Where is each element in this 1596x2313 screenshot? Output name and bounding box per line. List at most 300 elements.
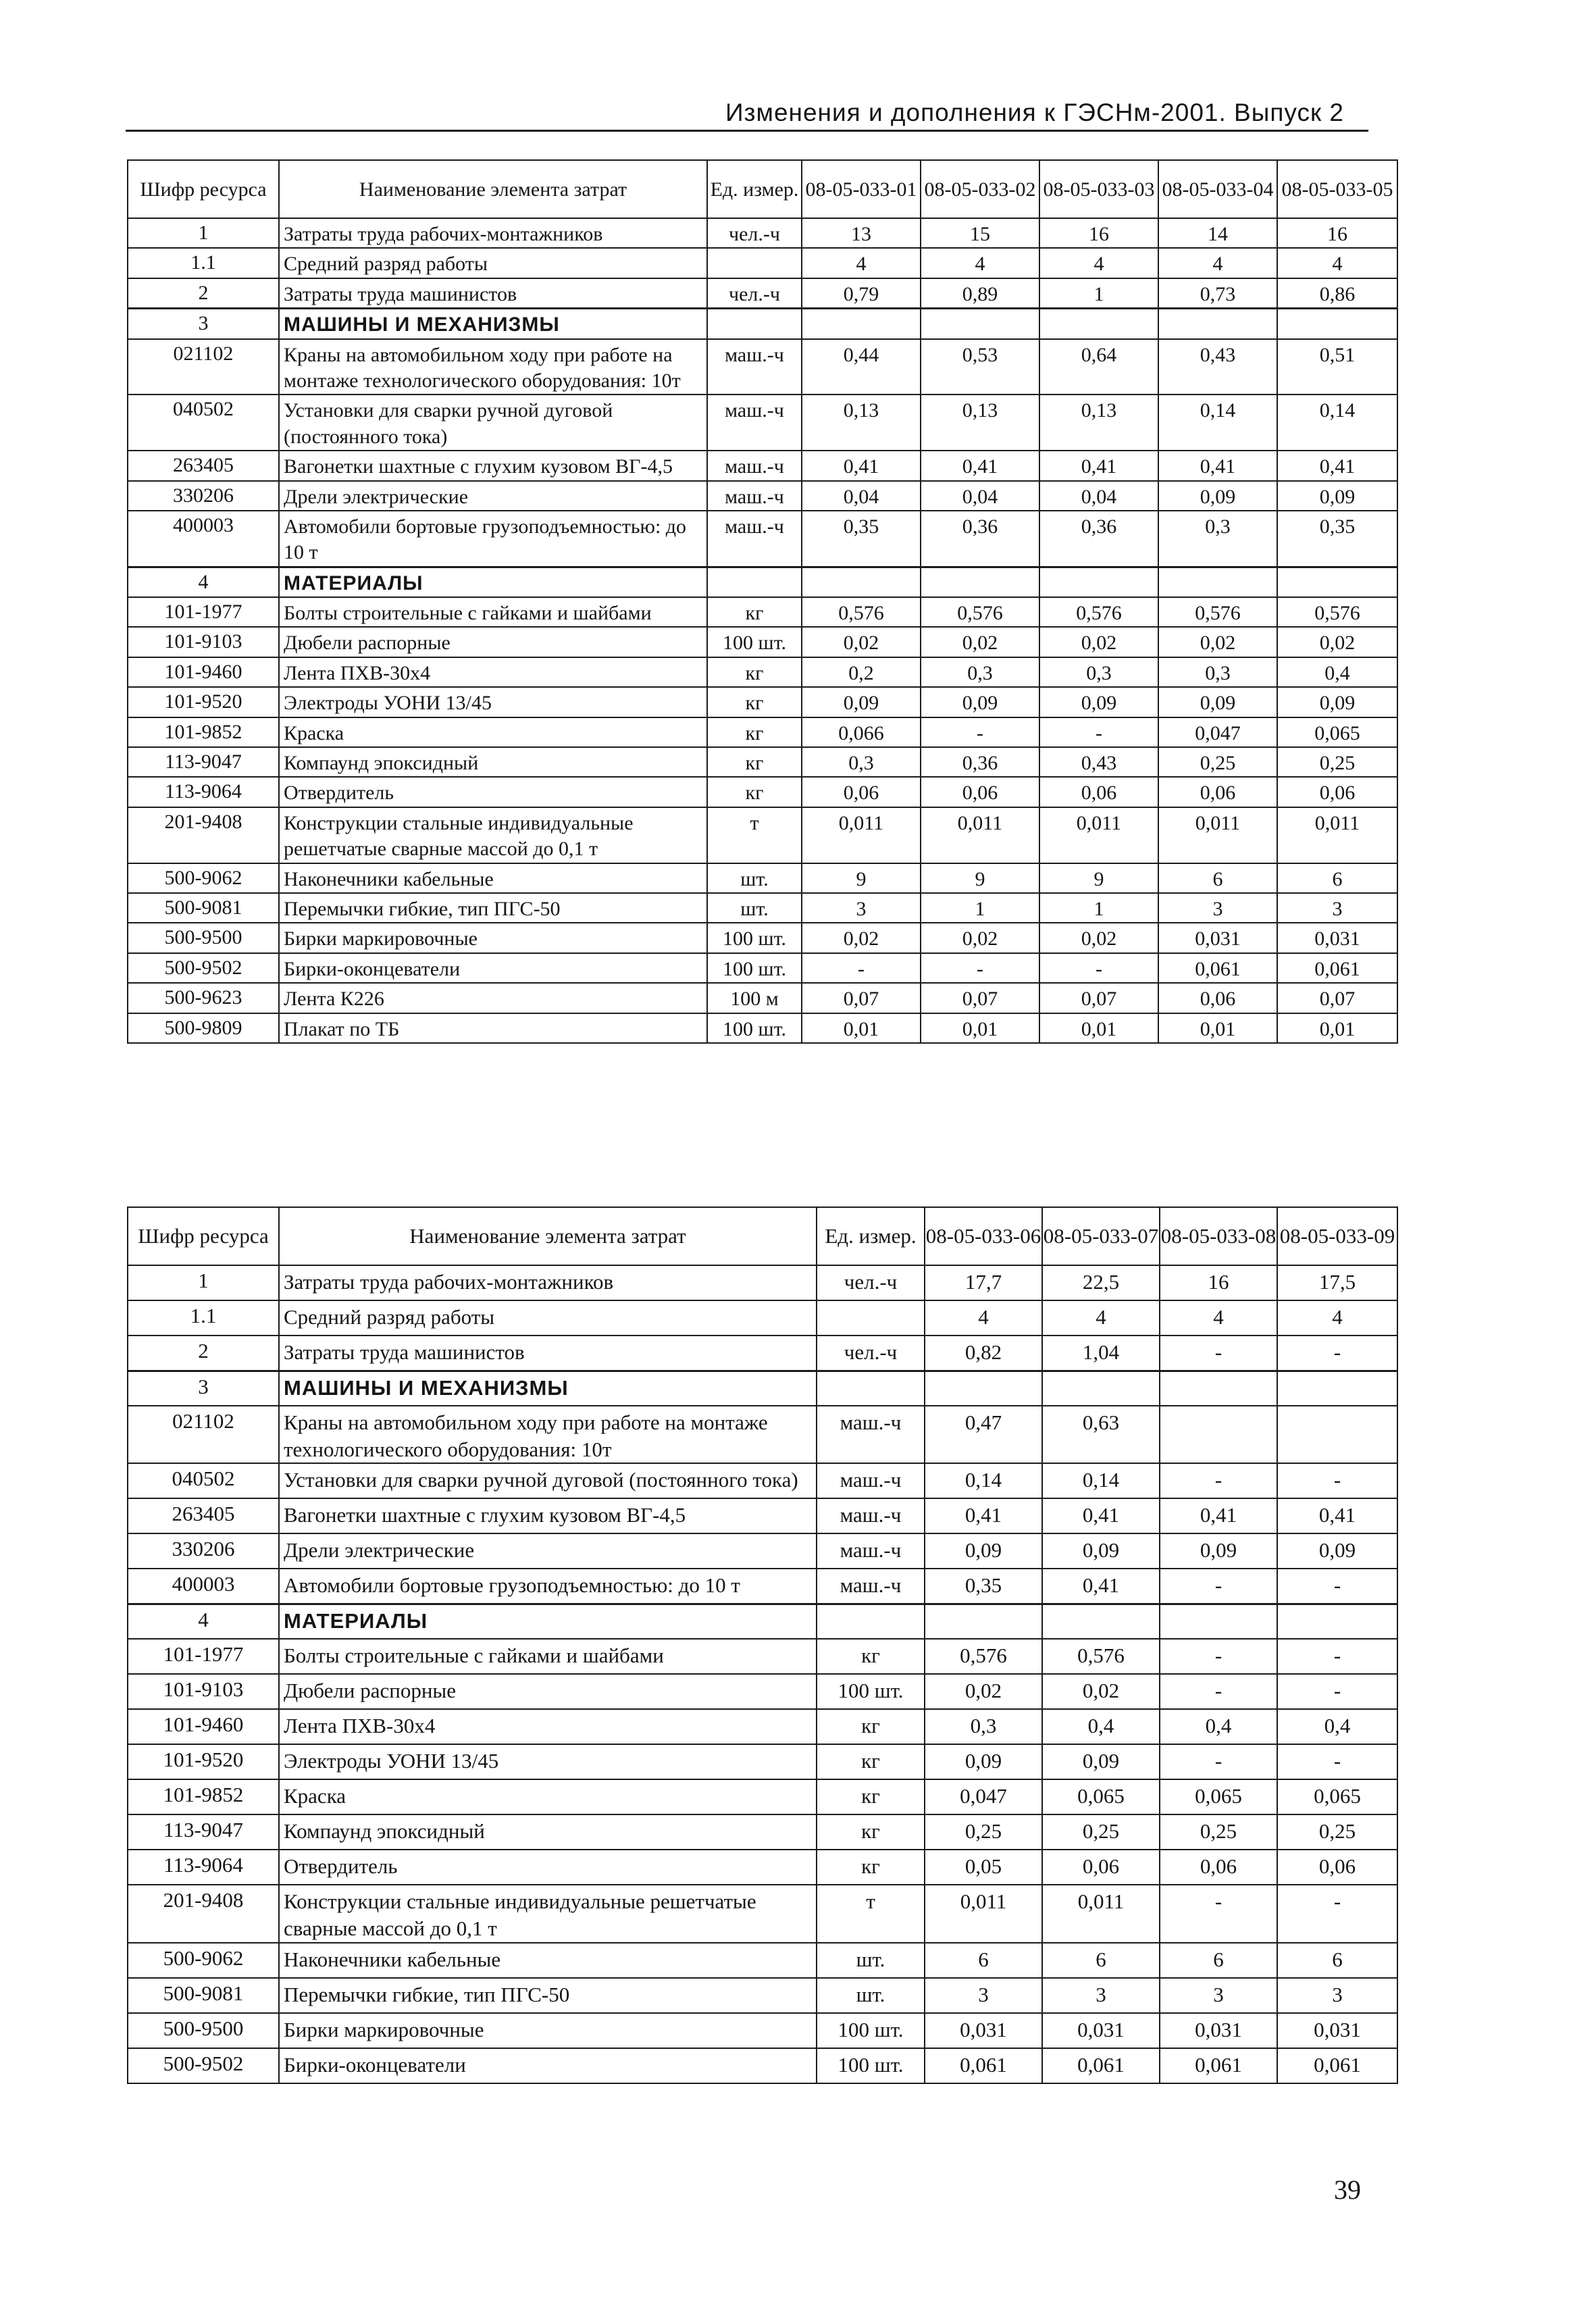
value-cell: 3: [1160, 1978, 1277, 2013]
value-cell: -: [1277, 1639, 1397, 1674]
unit-cell: [707, 567, 802, 597]
table-row: [128, 1336, 1397, 1371]
value-cell: -: [1160, 1885, 1277, 1942]
resource-name: Автомобили бортовые грузоподъемностью: до 10 т: [279, 1569, 817, 1604]
value-cell: 0,06: [1277, 777, 1397, 807]
resource-name: Отвердитель: [279, 777, 707, 807]
resource-code: 040502: [128, 395, 279, 451]
value-cell: 0,02: [802, 923, 921, 952]
value-cell: -: [1039, 953, 1158, 983]
header-cell: Наименование элемента затрат: [279, 1207, 817, 1265]
value-cell: 0,011: [921, 807, 1039, 863]
value-cell: 4: [1039, 248, 1158, 278]
resource-name: Конструкции стальные индивидуальные решетчатые сварные массой до 0,1 т: [279, 807, 707, 863]
resource-name: Средний разряд работы: [279, 248, 707, 278]
header-cell: Наименование элемента затрат: [279, 160, 707, 218]
resource-name: Краны на автомобильном ходу при работе на монтаже технологического оборудования: 10т: [279, 339, 707, 395]
unit-cell: [707, 309, 802, 339]
header-cell: 08-05-033-04: [1158, 160, 1277, 218]
value-cell: 0,576: [802, 597, 921, 627]
value-cell: 6: [1158, 863, 1277, 893]
table-row: [128, 923, 1397, 952]
value-cell: 9: [802, 863, 921, 893]
value-cell: 6: [925, 1943, 1042, 1978]
resource-code: 330206: [128, 1533, 279, 1569]
resource-code: 500-9081: [128, 893, 279, 923]
value-cell: 0,576: [921, 597, 1039, 627]
table-row: [128, 1943, 1397, 1978]
table-row: [128, 218, 1397, 248]
value-cell: 0,73: [1158, 278, 1277, 309]
value-cell: 0,53: [921, 339, 1039, 395]
value-cell: 0,011: [1158, 807, 1277, 863]
value-cell: 0,13: [1039, 395, 1158, 451]
table-row: [128, 627, 1397, 657]
unit-cell: 100 шт.: [817, 2048, 925, 2083]
header-cell: 08-05-033-09: [1277, 1207, 1397, 1265]
value-cell: [1160, 1406, 1277, 1463]
value-cell: 0,031: [1158, 923, 1277, 952]
unit-cell: 100 шт.: [817, 1674, 925, 1709]
resource-code: 1.1: [128, 1300, 279, 1336]
value-cell: 4: [1042, 1300, 1160, 1336]
unit-cell: 100 шт.: [817, 2013, 925, 2048]
resource-name: Лента К226: [279, 983, 707, 1013]
unit-cell: маш.-ч: [817, 1569, 925, 1604]
value-cell: 0,41: [1277, 451, 1397, 480]
value-cell: 0,25: [1160, 1814, 1277, 1850]
value-cell: 3: [1158, 893, 1277, 923]
value-cell: 0,06: [921, 777, 1039, 807]
resource-code: 500-9623: [128, 983, 279, 1013]
value-cell: 13: [802, 218, 921, 248]
unit-cell: кг: [817, 1639, 925, 1674]
value-cell: 3: [1277, 893, 1397, 923]
resource-code: 3: [128, 1371, 279, 1406]
value-cell: 0,41: [925, 1498, 1042, 1533]
value-cell: 0,35: [1277, 511, 1397, 567]
unit-cell: маш.-ч: [817, 1533, 925, 1569]
header-cell: Шифр ресурса: [128, 160, 279, 218]
table-row: [128, 953, 1397, 983]
value-cell: -: [1160, 1639, 1277, 1674]
value-cell: 0,09: [1042, 1744, 1160, 1779]
value-cell: 9: [921, 863, 1039, 893]
table-row: [128, 747, 1397, 777]
table-row: [128, 1406, 1397, 1463]
value-cell: [1277, 1604, 1397, 1639]
value-cell: 0,13: [802, 395, 921, 451]
table-section-row: [128, 1604, 1397, 1639]
table-row: [128, 1674, 1397, 1709]
resource-code: 101-9103: [128, 627, 279, 657]
unit-cell: кг: [707, 747, 802, 777]
value-cell: 0,06: [1039, 777, 1158, 807]
resource-code: 113-9047: [128, 747, 279, 777]
table-row: [128, 278, 1397, 309]
value-cell: 0,35: [925, 1569, 1042, 1604]
value-cell: 0,4: [1277, 657, 1397, 687]
value-cell: 0,07: [1039, 983, 1158, 1013]
value-cell: -: [1039, 717, 1158, 747]
unit-cell: кг: [707, 657, 802, 687]
resource-name: Краска: [279, 1779, 817, 1814]
resource-code: 021102: [128, 1406, 279, 1463]
value-cell: 0,09: [1277, 1533, 1397, 1569]
table-row: [128, 248, 1397, 278]
unit-cell: маш.-ч: [707, 339, 802, 395]
value-cell: 0,41: [1042, 1569, 1160, 1604]
value-cell: 0,3: [1039, 657, 1158, 687]
value-cell: 3: [925, 1978, 1042, 2013]
value-cell: -: [1277, 1744, 1397, 1779]
unit-cell: чел.-ч: [707, 278, 802, 309]
value-cell: 0,14: [925, 1463, 1042, 1498]
value-cell: 16: [1160, 1265, 1277, 1300]
value-cell: -: [1277, 1336, 1397, 1371]
value-cell: [1042, 1604, 1160, 1639]
resource-name: Болты строительные с гайками и шайбами: [279, 597, 707, 627]
value-cell: 0,031: [1042, 2013, 1160, 2048]
value-cell: 0,065: [1042, 1779, 1160, 1814]
resource-table-2: [127, 1206, 1398, 2084]
resource-code: 201-9408: [128, 807, 279, 863]
unit-cell: 100 шт.: [707, 923, 802, 952]
resource-name: Затраты труда машинистов: [279, 1336, 817, 1371]
resource-name: Дрели электрические: [279, 481, 707, 511]
resource-code: 500-9062: [128, 1943, 279, 1978]
value-cell: 0,031: [925, 2013, 1042, 2048]
value-cell: 0,09: [925, 1533, 1042, 1569]
value-cell: 0,02: [802, 627, 921, 657]
table-row: [128, 1885, 1397, 1942]
value-cell: 0,06: [1277, 1850, 1397, 1885]
value-cell: -: [1160, 1674, 1277, 1709]
header-cell: 08-05-033-03: [1039, 160, 1158, 218]
resource-code: 021102: [128, 339, 279, 395]
unit-cell: кг: [707, 597, 802, 627]
value-cell: -: [802, 953, 921, 983]
value-cell: 0,41: [1039, 451, 1158, 480]
table-row: [128, 807, 1397, 863]
value-cell: [1160, 1371, 1277, 1406]
value-cell: 0,09: [925, 1744, 1042, 1779]
value-cell: 6: [1042, 1943, 1160, 1978]
table-row: [128, 451, 1397, 480]
table-row: [128, 983, 1397, 1013]
value-cell: 0,04: [1039, 481, 1158, 511]
value-cell: 0,061: [925, 2048, 1042, 2083]
value-cell: 0,02: [1042, 1674, 1160, 1709]
value-cell: 0,01: [1277, 1013, 1397, 1043]
unit-cell: шт.: [707, 893, 802, 923]
value-cell: 4: [921, 248, 1039, 278]
resource-code: 400003: [128, 1569, 279, 1604]
value-cell: 0,3: [925, 1709, 1042, 1744]
table-row: [128, 597, 1397, 627]
value-cell: [1277, 567, 1397, 597]
table-row: [128, 863, 1397, 893]
table-row: [128, 1744, 1397, 1779]
value-cell: 1: [1039, 278, 1158, 309]
unit-cell: кг: [817, 1744, 925, 1779]
header-cell: 08-05-033-06: [925, 1207, 1042, 1265]
resource-name: Наконечники кабельные: [279, 1943, 817, 1978]
value-cell: 3: [802, 893, 921, 923]
resource-name: Компаунд эпоксидный: [279, 1814, 817, 1850]
value-cell: 0,06: [1160, 1850, 1277, 1885]
resource-name: Установки для сварки ручной дуговой (постоянного тока): [279, 1463, 817, 1498]
unit-cell: маш.-ч: [707, 451, 802, 480]
unit-cell: чел.-ч: [817, 1336, 925, 1371]
table-row: [128, 1265, 1397, 1300]
value-cell: -: [1277, 1885, 1397, 1942]
value-cell: 0,031: [1277, 2013, 1397, 2048]
value-cell: [925, 1371, 1042, 1406]
resource-code: 4: [128, 567, 279, 597]
value-cell: 0,25: [1277, 747, 1397, 777]
table-row: [128, 1850, 1397, 1885]
value-cell: 16: [1277, 218, 1397, 248]
value-cell: 0,01: [1158, 1013, 1277, 1043]
resource-name: Отвердитель: [279, 1850, 817, 1885]
value-cell: [925, 1604, 1042, 1639]
value-cell: -: [1277, 1674, 1397, 1709]
value-cell: 1: [1039, 893, 1158, 923]
unit-cell: шт.: [707, 863, 802, 893]
header-cell: Ед. измер.: [817, 1207, 925, 1265]
table-section-row: [128, 1371, 1397, 1406]
resource-code: 500-9062: [128, 863, 279, 893]
unit-cell: [817, 1371, 925, 1406]
value-cell: 15: [921, 218, 1039, 248]
table-header: [128, 160, 1397, 218]
value-cell: 16: [1039, 218, 1158, 248]
value-cell: -: [1160, 1744, 1277, 1779]
resource-code: 400003: [128, 511, 279, 567]
value-cell: 0,89: [921, 278, 1039, 309]
resource-name: Дрели электрические: [279, 1533, 817, 1569]
value-cell: 17,5: [1277, 1265, 1397, 1300]
resource-name: МАТЕРИАЛЫ: [279, 1604, 817, 1639]
resource-code: 330206: [128, 481, 279, 511]
unit-cell: [817, 1604, 925, 1639]
page-number: 39: [1334, 2175, 1361, 2205]
table-row: [128, 2048, 1397, 2083]
value-cell: 0,09: [1277, 687, 1397, 717]
resource-name: Компаунд эпоксидный: [279, 747, 707, 777]
value-cell: [1042, 1371, 1160, 1406]
value-cell: 0,51: [1277, 339, 1397, 395]
resource-code: 2: [128, 1336, 279, 1371]
resource-code: 101-1977: [128, 1639, 279, 1674]
value-cell: 0,14: [1277, 395, 1397, 451]
value-cell: 3: [1042, 1978, 1160, 2013]
value-cell: 9: [1039, 863, 1158, 893]
value-cell: 0,07: [802, 983, 921, 1013]
value-cell: 0,01: [921, 1013, 1039, 1043]
value-cell: 0,64: [1039, 339, 1158, 395]
value-cell: 0,86: [1277, 278, 1397, 309]
resource-code: 101-9520: [128, 1744, 279, 1779]
resource-name: Затраты труда машинистов: [279, 278, 707, 309]
value-cell: 0,41: [1158, 451, 1277, 480]
table-row: [128, 893, 1397, 923]
resource-name: Краска: [279, 717, 707, 747]
value-cell: 0,01: [802, 1013, 921, 1043]
value-cell: 0,02: [921, 923, 1039, 952]
unit-cell: [707, 248, 802, 278]
resource-code: 3: [128, 309, 279, 339]
header-cell: 08-05-033-01: [802, 160, 921, 218]
table-row: [128, 777, 1397, 807]
unit-cell: чел.-ч: [817, 1265, 925, 1300]
value-cell: 22,5: [1042, 1265, 1160, 1300]
value-cell: 0,02: [1158, 627, 1277, 657]
value-cell: 4: [1277, 1300, 1397, 1336]
value-cell: 1: [921, 893, 1039, 923]
value-cell: 4: [925, 1300, 1042, 1336]
table-row: [128, 481, 1397, 511]
value-cell: 1,04: [1042, 1336, 1160, 1371]
table-row: [128, 657, 1397, 687]
value-cell: -: [1160, 1336, 1277, 1371]
value-cell: 0,576: [1277, 597, 1397, 627]
value-cell: 0,09: [1277, 481, 1397, 511]
unit-cell: 100 м: [707, 983, 802, 1013]
table-header: [128, 1207, 1397, 1265]
value-cell: 0,09: [802, 687, 921, 717]
value-cell: 0,06: [1158, 983, 1277, 1013]
value-cell: 0,065: [1277, 717, 1397, 747]
resource-name: Краны на автомобильном ходу при работе на монтаже технологического оборудования: 10т: [279, 1406, 817, 1463]
value-cell: 0,3: [1158, 511, 1277, 567]
table-row: [128, 1569, 1397, 1604]
value-cell: [802, 567, 921, 597]
resource-code: 101-9852: [128, 1779, 279, 1814]
value-cell: 4: [1277, 248, 1397, 278]
resource-code: 101-9460: [128, 1709, 279, 1744]
value-cell: 0,44: [802, 339, 921, 395]
value-cell: 0,061: [1277, 953, 1397, 983]
unit-cell: кг: [817, 1814, 925, 1850]
value-cell: 17,7: [925, 1265, 1042, 1300]
unit-cell: 100 шт.: [707, 1013, 802, 1043]
value-cell: 0,02: [925, 1674, 1042, 1709]
resource-code: 1.1: [128, 248, 279, 278]
value-cell: 0,82: [925, 1336, 1042, 1371]
table-row: [128, 1013, 1397, 1043]
resource-code: 113-9064: [128, 1850, 279, 1885]
table-body: [128, 218, 1397, 1043]
resource-code: 500-9081: [128, 1978, 279, 2013]
value-cell: 6: [1277, 1943, 1397, 1978]
value-cell: [1039, 309, 1158, 339]
value-cell: 0,41: [921, 451, 1039, 480]
table-section-row: [128, 309, 1397, 339]
resource-code: 2: [128, 278, 279, 309]
value-cell: 0,065: [1160, 1779, 1277, 1814]
unit-cell: кг: [817, 1709, 925, 1744]
value-cell: -: [921, 717, 1039, 747]
value-cell: 0,02: [921, 627, 1039, 657]
value-cell: 4: [802, 248, 921, 278]
value-cell: 0,061: [1042, 2048, 1160, 2083]
table-row: [128, 1779, 1397, 1814]
value-cell: 0,36: [921, 511, 1039, 567]
value-cell: 0,576: [925, 1639, 1042, 1674]
unit-cell: чел.-ч: [707, 218, 802, 248]
value-cell: 0,031: [1160, 2013, 1277, 2048]
header-cell: 08-05-033-08: [1160, 1207, 1277, 1265]
resource-code: 101-9460: [128, 657, 279, 687]
header-cell: 08-05-033-05: [1277, 160, 1397, 218]
table-row: [128, 511, 1397, 567]
value-cell: 0,14: [1042, 1463, 1160, 1498]
value-cell: [921, 309, 1039, 339]
value-cell: 4: [1158, 248, 1277, 278]
value-cell: 0,576: [1042, 1639, 1160, 1674]
resource-name: Электроды УОНИ 13/45: [279, 1744, 817, 1779]
value-cell: 0,02: [1039, 923, 1158, 952]
value-cell: 0,07: [921, 983, 1039, 1013]
value-cell: 0,4: [1042, 1709, 1160, 1744]
table-row: [128, 339, 1397, 395]
value-cell: 0,47: [925, 1406, 1042, 1463]
resource-name: МАШИНЫ И МЕХАНИЗМЫ: [279, 1371, 817, 1406]
resource-code: 101-9103: [128, 1674, 279, 1709]
unit-cell: маш.-ч: [817, 1463, 925, 1498]
value-cell: 0,4: [1277, 1709, 1397, 1744]
unit-cell: т: [817, 1885, 925, 1942]
table-row: [128, 1639, 1397, 1674]
header-cell: Шифр ресурса: [128, 1207, 279, 1265]
value-cell: [1158, 567, 1277, 597]
resource-name: МАШИНЫ И МЕХАНИЗМЫ: [279, 309, 707, 339]
resource-name: Бирки-оконцеватели: [279, 2048, 817, 2083]
value-cell: 0,031: [1277, 923, 1397, 952]
value-cell: 0,047: [925, 1779, 1042, 1814]
header-cell: Ед. измер.: [707, 160, 802, 218]
value-cell: 0,011: [802, 807, 921, 863]
value-cell: 0,576: [1158, 597, 1277, 627]
resource-code: 4: [128, 1604, 279, 1639]
value-cell: 0,047: [1158, 717, 1277, 747]
value-cell: 0,06: [1158, 777, 1277, 807]
table-body: [128, 1265, 1397, 2083]
value-cell: 0,02: [1277, 627, 1397, 657]
unit-cell: кг: [707, 717, 802, 747]
resource-name: Затраты труда рабочих-монтажников: [279, 1265, 817, 1300]
resource-code: 263405: [128, 451, 279, 480]
unit-cell: кг: [707, 777, 802, 807]
table-row: [128, 717, 1397, 747]
value-cell: [1158, 309, 1277, 339]
table-row: [128, 1463, 1397, 1498]
value-cell: 0,09: [1160, 1533, 1277, 1569]
unit-cell: кг: [707, 687, 802, 717]
value-cell: 0,13: [921, 395, 1039, 451]
resource-name: Установки для сварки ручной дуговой (постоянного тока): [279, 395, 707, 451]
table-row: [128, 1498, 1397, 1533]
value-cell: 0,36: [921, 747, 1039, 777]
resource-code: 040502: [128, 1463, 279, 1498]
table-row: [128, 2013, 1397, 2048]
unit-cell: маш.-ч: [817, 1498, 925, 1533]
value-cell: 0,41: [1042, 1498, 1160, 1533]
value-cell: [1277, 309, 1397, 339]
header-cell: 08-05-033-07: [1042, 1207, 1160, 1265]
